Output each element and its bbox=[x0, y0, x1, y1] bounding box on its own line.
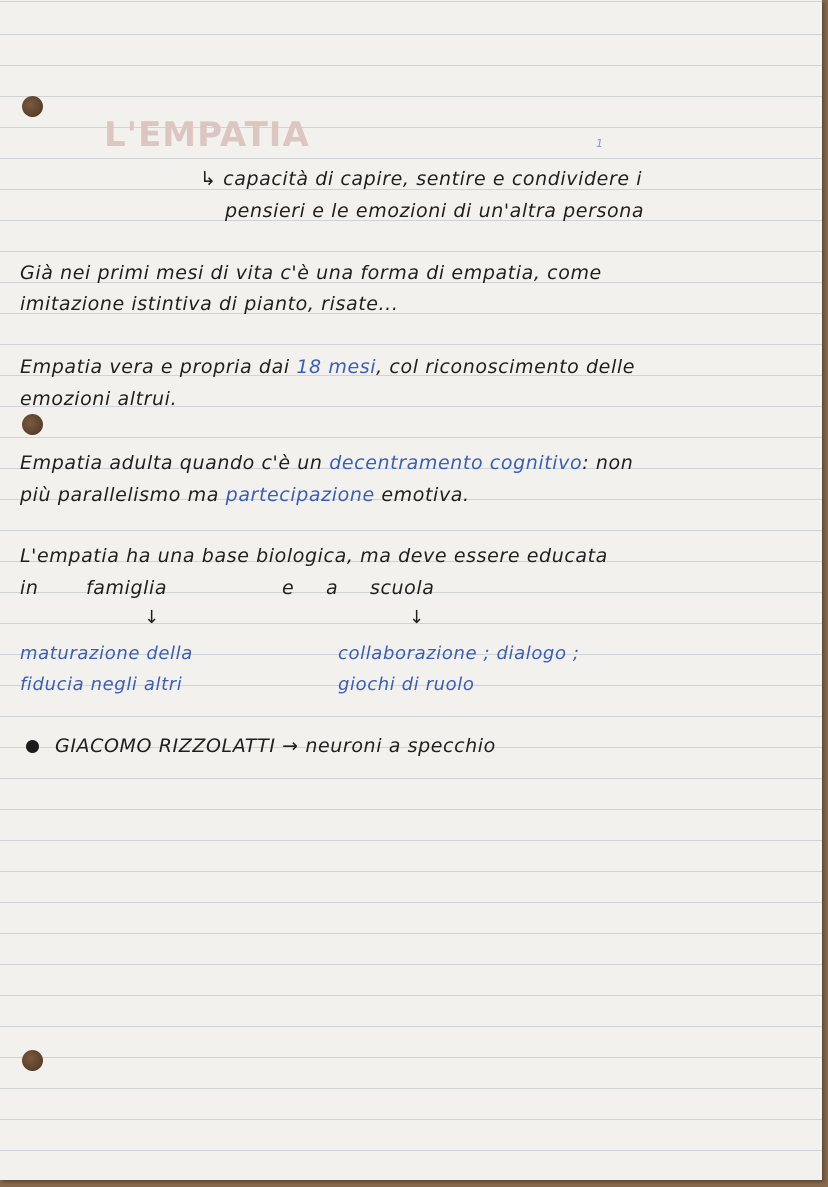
binder-hole bbox=[22, 414, 43, 435]
bullet-rizzolatti bbox=[26, 735, 496, 757]
paragraph-4-line-1: L'empatia ha una base biologica, ma deve essere educata bbox=[20, 545, 608, 567]
text-segment: : non bbox=[582, 452, 634, 474]
text-segment: più parallelismo ma bbox=[20, 484, 226, 506]
word-famiglia: famiglia bbox=[86, 577, 168, 599]
paragraph-2-line-1 bbox=[20, 356, 635, 378]
definition-line-1: ↳ capacità di capire, sentire e condividere i bbox=[200, 168, 643, 190]
bullet-text: GIACOMO RIZZOLATTI → neuroni a specchio bbox=[55, 735, 496, 757]
text-segment: Empatia vera e propria dai bbox=[20, 356, 297, 378]
binder-hole bbox=[22, 96, 43, 117]
text-segment: Empatia adulta quando c'è un bbox=[20, 452, 330, 474]
branch-right-line-2: giochi di ruolo bbox=[338, 674, 475, 695]
paragraph-2-line-2: emozioni altrui. bbox=[20, 388, 178, 410]
paragraph-1-line-1: Già nei primi mesi di vita c'è una forma di empatia, come bbox=[20, 262, 602, 284]
bullet-dot-icon bbox=[26, 740, 39, 753]
text-segment: , col riconoscimento delle bbox=[376, 356, 636, 378]
word-a: a bbox=[326, 577, 339, 599]
word-in: in bbox=[20, 577, 39, 599]
arrow-down-icon: ↓ bbox=[409, 607, 425, 628]
binder-hole bbox=[22, 1050, 43, 1071]
highlight-decentramento: decentramento cognitivo bbox=[329, 452, 583, 474]
branch-left-line-1: maturazione della bbox=[20, 643, 193, 664]
paragraph-3-line-2 bbox=[20, 484, 470, 506]
arrow-down-icon: ↓ bbox=[144, 607, 160, 628]
page-title: L'EMPATIA bbox=[104, 115, 310, 155]
paragraph-3-line-1 bbox=[20, 452, 633, 474]
definition-line-2: pensieri e le emozioni di un'altra persona bbox=[225, 200, 645, 222]
branch-left-line-2: fiducia negli altri bbox=[20, 674, 183, 695]
text-segment: emotiva. bbox=[374, 484, 470, 506]
branch-right-line-1: collaborazione ; dialogo ; bbox=[338, 643, 580, 664]
word-scuola: scuola bbox=[370, 577, 435, 599]
word-e: e bbox=[282, 577, 295, 599]
highlight-partecipazione: partecipazione bbox=[225, 484, 375, 506]
page-number: 1 bbox=[596, 137, 603, 150]
highlight-18-mesi: 18 mesi bbox=[296, 356, 377, 378]
paragraph-1-line-2: imitazione istintiva di pianto, risate... bbox=[20, 293, 399, 315]
